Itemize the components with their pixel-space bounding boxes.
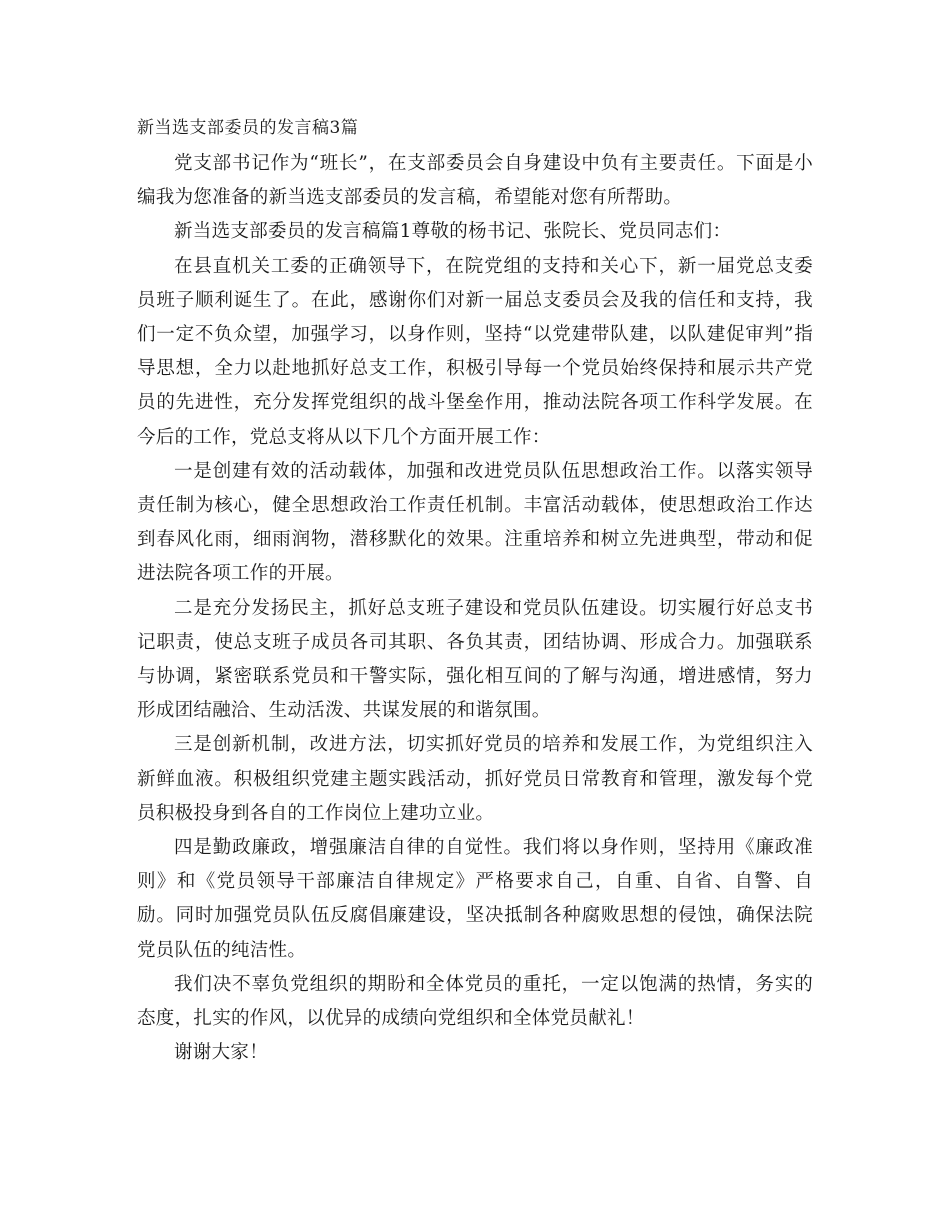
paragraph-point-three: 三是创新机制，改进方法，切实抓好党员的培养和发展工作，为党组织注入新鲜血液。积极组织党建主题实践活动，抓好党员日常教育和管理，激发每个党员积极投身到各自的工作岗位上建功立业。	[137, 734, 813, 824]
paragraph-point-four: 四是勤政廉政，增强廉洁自律的自觉性。我们将以身作则，坚持用《廉政准则》和《党员领导干部廉洁自律规定》严格要求自己，自重、自省、自警、自励。同时加强党员队伍反腐倡廉建设，坚决抵制各种腐败思想的侵蚀，确保法院党员队伍的纯洁性。	[137, 837, 813, 961]
paragraph-closing: 我们决不辜负党组织的期盼和全体党员的重托，一定以饱满的热情，务实的态度，扎实的作风，以优异的成绩向党组织和全体党员献礼！	[137, 973, 813, 1030]
paragraph-intro: 党支部书记作为“班长”，在支部委员会自身建设中负有主要责任。下面是小编我为您准备的新当选支部委员的发言稿，希望能对您有所帮助。	[137, 153, 813, 209]
document-page	[137, 113, 813, 1070]
paragraph-thanks: 谢谢大家！	[174, 1042, 269, 1064]
document-title: 新当选支部委员的发言稿3篇	[137, 118, 359, 138]
paragraph-point-two: 二是充分发扬民主，抓好总支班子建设和党员队伍建设。切实履行好总支书记职责，使总支班子成员各司其职、各负其责，团结协调、形成合力。加强联系与协调，紧密联系党员和干警实际，强化相互间的了解与沟通，增进感情，努力形成团结融洽、生动活泼、共谋发展的和谐氛围。	[137, 597, 813, 722]
paragraph-salutation: 新当选支部委员的发言稿篇1尊敬的杨书记、张院长、党员同志们：	[174, 221, 732, 243]
paragraph-point-one: 一是创建有效的活动载体，加强和改进党员队伍思想政治工作。以落实领导责任制为核心，健全思想政治工作责任机制。丰富活动载体，使思想政治工作达到春风化雨，细雨润物，潜移默化的效果。注重培养和树立先进典型，带动和促进法院各项工作的开展。	[137, 460, 813, 585]
paragraph-opening: 在县直机关工委的正确领导下，在院党组的支持和关心下，新一届党总支委员班子顺利诞生了。在此，感谢你们对新一届总支委员会及我的信任和支持，我们一定不负众望，加强学习，以身作则，坚持“以党建带队建，以队建促审判”指导思想，全力以赴地抓好总支工作，积极引导每一个党员始终保持和展示共产党员的先进性，充分发挥党组织的战斗堡垒作用，推动法院各项工作科学发展。在今后的工作，党总支将从以下几个方面开展工作：	[137, 255, 813, 448]
